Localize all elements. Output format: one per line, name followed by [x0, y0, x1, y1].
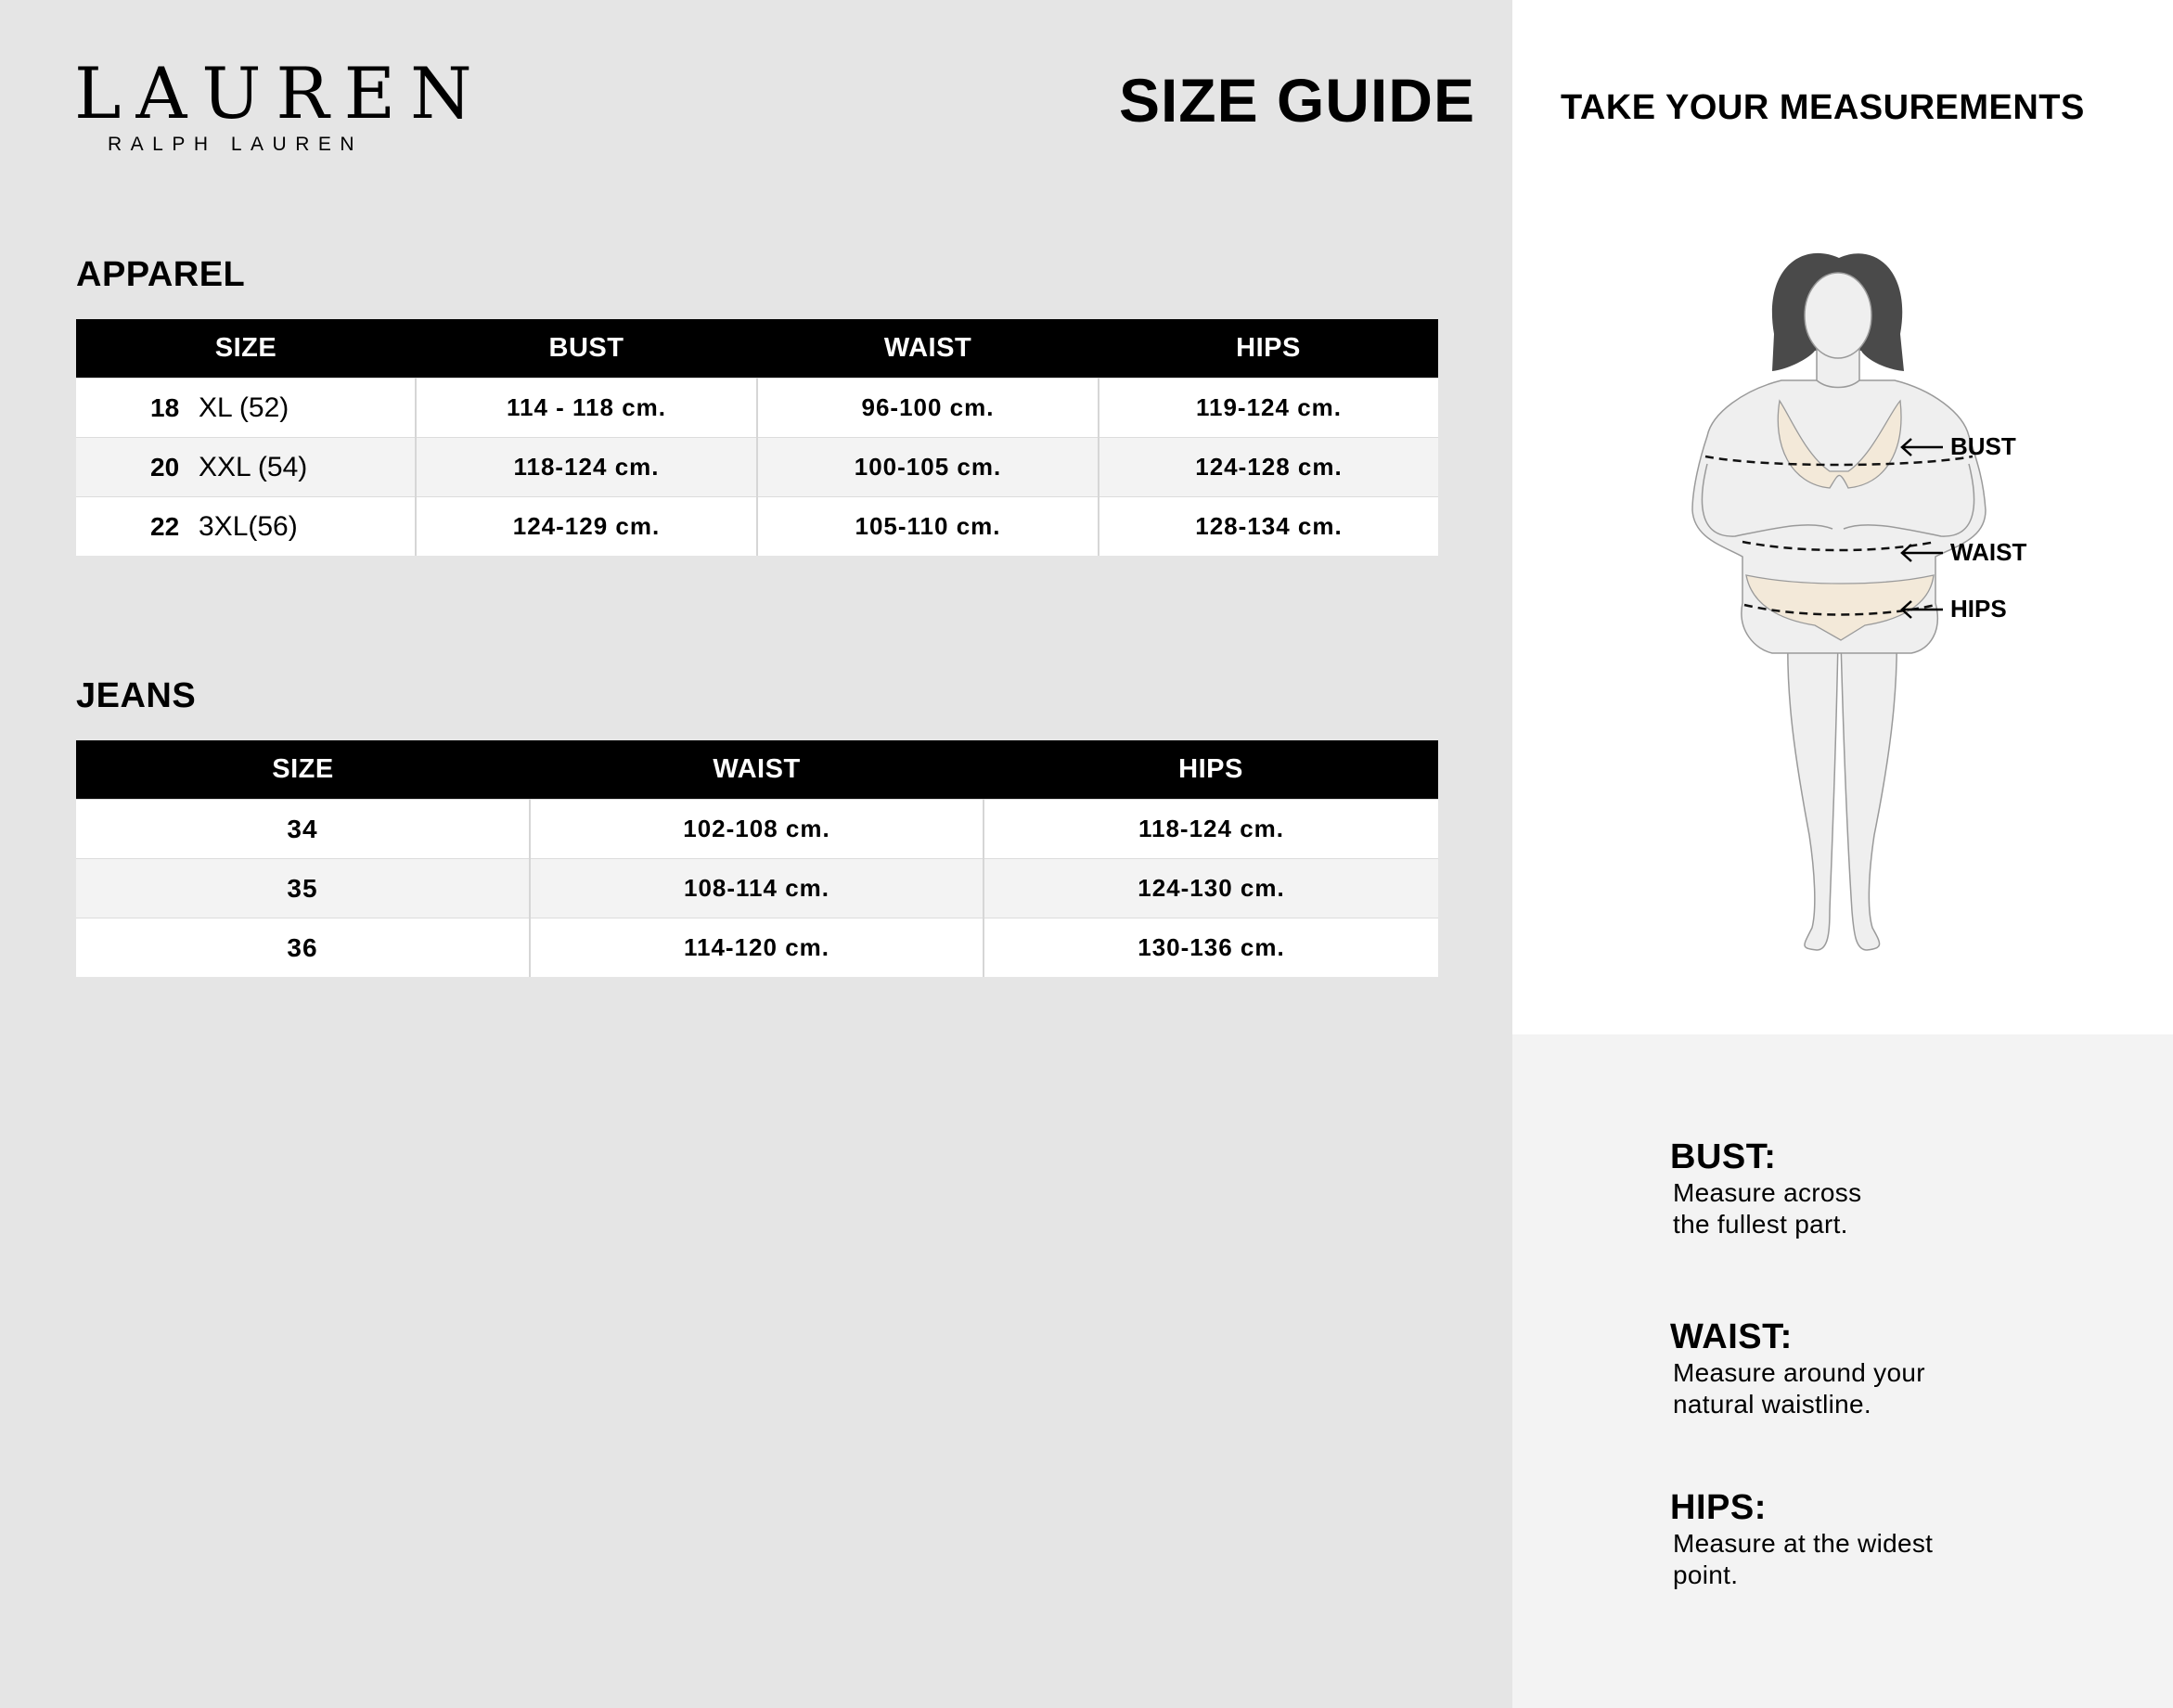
size-label: XL (52) — [199, 392, 289, 423]
hips-cell: 119-124 cm. — [1099, 379, 1438, 438]
bust-marker — [1898, 432, 2016, 461]
definition-line: the fullest part. — [1673, 1210, 1848, 1239]
size-label: XXL (54) — [199, 451, 308, 482]
size-cell: 34 — [76, 800, 530, 859]
definition-line: Measure across — [1673, 1178, 1862, 1207]
bust-cell: 118-124 cm. — [416, 438, 757, 497]
waist-cell: 102-108 cm. — [530, 800, 984, 859]
apparel-header-bust: BUST — [416, 319, 757, 379]
waist-marker-label: WAIST — [1950, 538, 2027, 566]
hips-cell: 128-134 cm. — [1099, 497, 1438, 557]
left-arrow-icon — [1898, 436, 1945, 458]
definition-term: BUST: — [1670, 1137, 1777, 1176]
apparel-header-hips: HIPS — [1099, 319, 1438, 379]
hips-marker — [1898, 595, 2007, 623]
definition-term: HIPS: — [1670, 1488, 1767, 1527]
waist-cell: 108-114 cm. — [530, 859, 984, 918]
definition-line: Measure around your — [1673, 1358, 1925, 1387]
apparel-header-waist: WAIST — [757, 319, 1099, 379]
size-cell — [76, 497, 416, 557]
hips-definition — [1670, 1487, 2097, 1591]
size-cell: 35 — [76, 859, 530, 918]
size-cell — [76, 379, 416, 438]
definition-term: WAIST: — [1670, 1317, 1793, 1356]
bust-cell: 124-129 cm. — [416, 497, 757, 557]
size-cell — [76, 438, 416, 497]
table-row — [76, 918, 1438, 978]
definition-line: natural waistline. — [1673, 1390, 1871, 1419]
waist-cell: 96-100 cm. — [757, 379, 1099, 438]
hips-cell: 130-136 cm. — [984, 918, 1438, 978]
left-arrow-icon — [1898, 542, 1945, 564]
jeans-header-waist: WAIST — [530, 740, 984, 800]
brand-logo — [74, 52, 487, 156]
bust-marker-label: BUST — [1950, 432, 2016, 460]
apparel-header-row — [76, 319, 1438, 379]
table-row — [76, 859, 1438, 918]
jeans-table — [76, 740, 1438, 977]
waist-cell: 100-105 cm. — [757, 438, 1099, 497]
size-label: 3XL(56) — [199, 510, 298, 542]
table-row — [76, 379, 1438, 438]
definition-line: Measure at the widest — [1673, 1529, 1934, 1558]
bust-definition — [1670, 1137, 2097, 1240]
size-number: 22 — [150, 511, 180, 541]
table-row — [76, 497, 1438, 557]
jeans-header-size: SIZE — [76, 740, 530, 800]
jeans-title: JEANS — [76, 676, 197, 715]
waist-cell: 114-120 cm. — [530, 918, 984, 978]
table-row — [76, 438, 1438, 497]
jeans-header-hips: HIPS — [984, 740, 1438, 800]
waist-cell: 105-110 cm. — [757, 497, 1099, 557]
brand-name: LAUREN — [74, 52, 487, 135]
page-title: SIZE GUIDE — [1118, 66, 1475, 135]
hips-cell: 118-124 cm. — [984, 800, 1438, 859]
waist-marker — [1898, 538, 2026, 567]
hips-cell: 124-130 cm. — [984, 859, 1438, 918]
bust-cell: 114 - 118 cm. — [416, 379, 757, 438]
size-cell: 36 — [76, 918, 530, 978]
left-arrow-icon — [1898, 598, 1945, 621]
hips-marker-label: HIPS — [1950, 595, 2007, 623]
waist-definition — [1670, 1316, 2097, 1420]
apparel-table — [76, 319, 1438, 556]
jeans-header-row — [76, 740, 1438, 800]
hips-cell: 124-128 cm. — [1099, 438, 1438, 497]
measurements-title: TAKE YOUR MEASUREMENTS — [1561, 88, 2085, 127]
apparel-title: APPAREL — [76, 255, 246, 294]
size-number: 20 — [150, 452, 180, 482]
table-row — [76, 800, 1438, 859]
brand-subname: RALPH LAUREN — [108, 134, 364, 155]
definition-line: point. — [1673, 1560, 1739, 1589]
size-number: 18 — [150, 392, 180, 422]
apparel-header-size: SIZE — [76, 319, 416, 379]
